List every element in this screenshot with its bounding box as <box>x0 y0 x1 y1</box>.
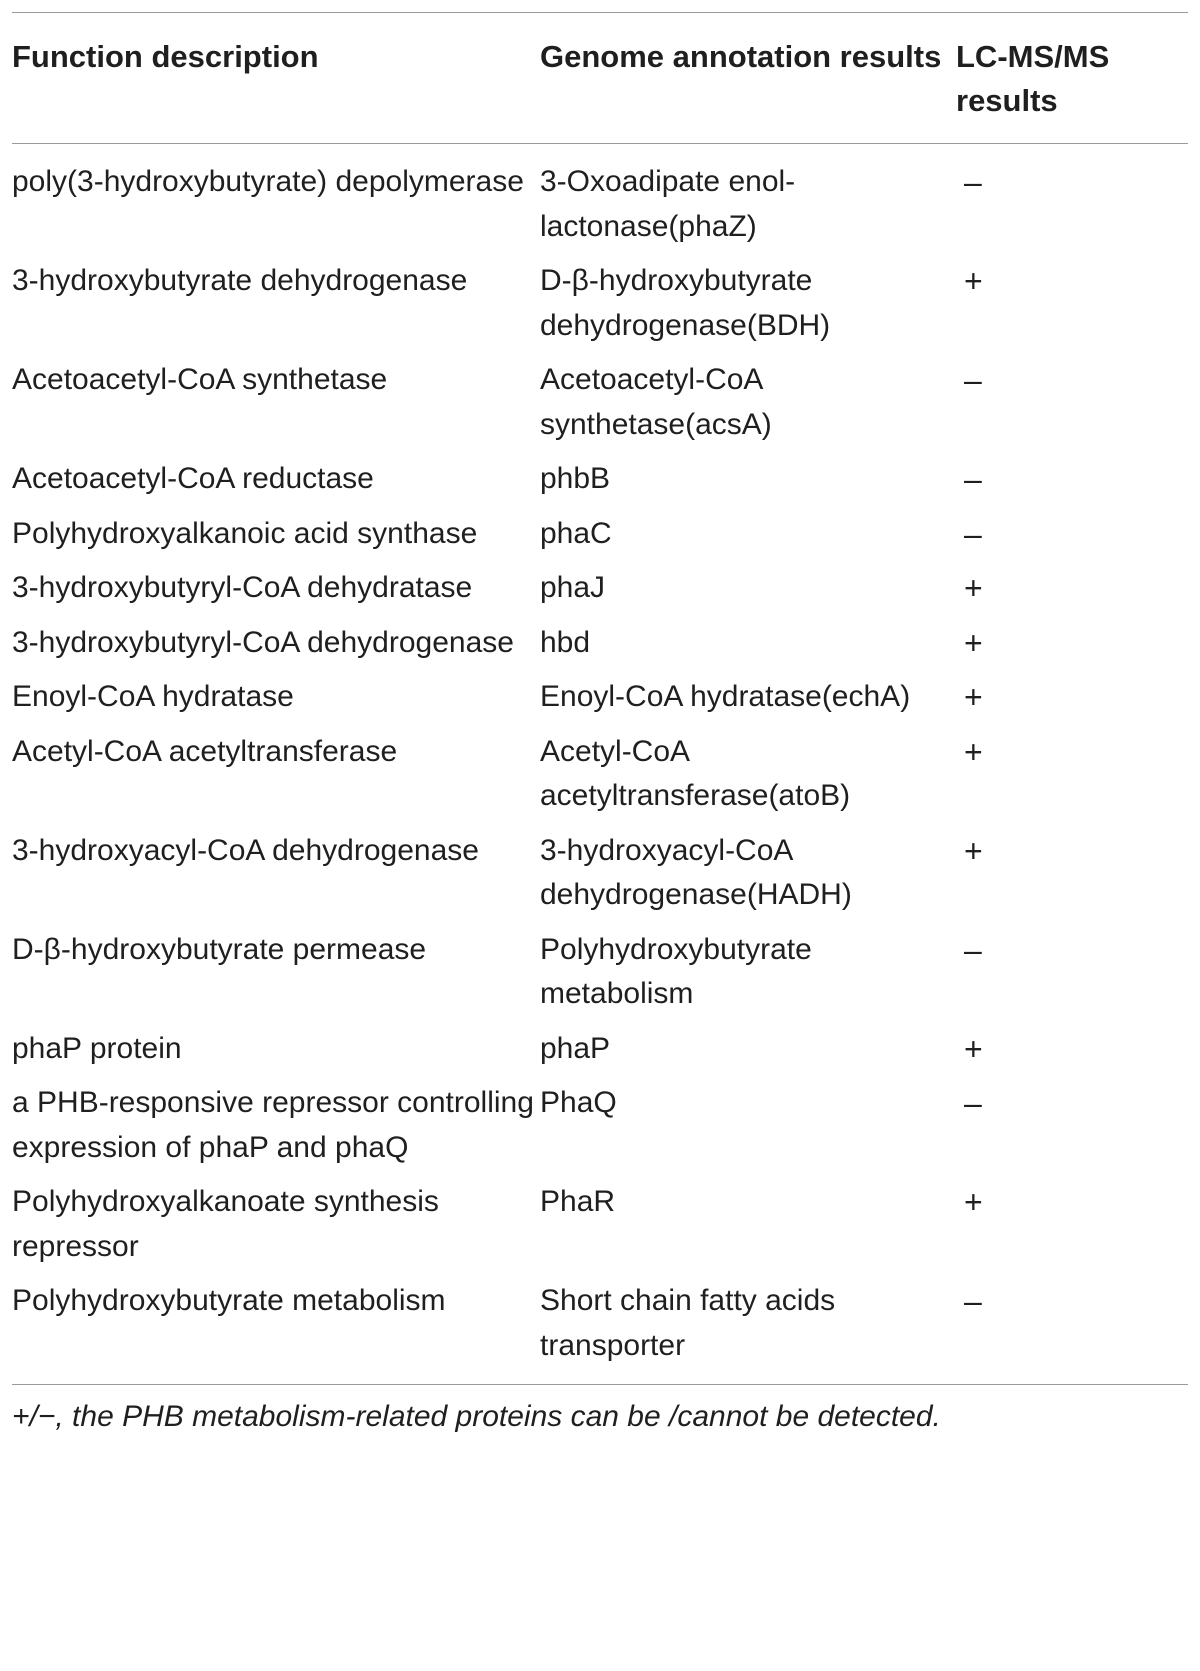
header-row <box>12 13 1188 144</box>
cell-function: Enoyl-CoA hydratase <box>12 680 294 713</box>
cell-lcms: + <box>964 733 983 770</box>
cell-function: 3-hydroxyacyl-CoA dehydrogenase <box>12 833 479 867</box>
cell-lcms: – <box>964 515 982 552</box>
cell-genome: phaC <box>540 516 612 550</box>
cell-function: poly(3-hydroxybutyrate) depolymerase <box>12 165 524 198</box>
cell-lcms: + <box>964 263 983 299</box>
cell-lcms: + <box>964 570 983 606</box>
table-row <box>12 730 1188 829</box>
cell-function: Polyhydroxybutyrate metabolism <box>12 1284 446 1317</box>
cell-lcms: + <box>964 1030 983 1067</box>
cell-genome: Acetoacetyl-CoA synthetase(acsA) <box>540 363 772 441</box>
table-row <box>12 675 1188 730</box>
cell-genome: PhaR <box>540 1185 616 1218</box>
table-body <box>12 144 1188 1385</box>
cell-function: Acetoacetyl-CoA reductase <box>12 462 374 495</box>
table-row <box>12 259 1188 358</box>
cell-function: Polyhydroxyalkanoate synthesis repressor <box>12 1185 439 1263</box>
cell-function: Polyhydroxyalkanoic acid synthase <box>12 516 478 550</box>
cell-genome: D-β-hydroxybutyrate dehydrogenase(BDH) <box>540 264 831 342</box>
table-row <box>12 512 1188 567</box>
table-row <box>12 566 1188 621</box>
header-genome: Genome annotation results <box>540 39 942 74</box>
table-row <box>12 1027 1188 1082</box>
cell-lcms: + <box>964 624 983 661</box>
cell-genome: hbd <box>540 625 591 659</box>
cell-genome: Enoyl-CoA hydratase(echA) <box>540 680 911 713</box>
cell-function: 3-hydroxybutyryl-CoA dehydratase <box>12 571 473 604</box>
table-row <box>12 457 1188 512</box>
cell-genome: phaJ <box>540 571 606 604</box>
cell-function: Acetyl-CoA acetyltransferase <box>12 734 398 768</box>
table-row <box>12 358 1188 457</box>
cell-lcms: – <box>964 461 982 497</box>
cell-genome: PhaQ <box>540 1086 617 1119</box>
cell-function: 3-hydroxybutyryl-CoA dehydrogenase <box>12 625 514 659</box>
table-container <box>12 12 1188 1439</box>
cell-genome: phaP <box>540 1031 611 1065</box>
table-row <box>12 621 1188 676</box>
cell-lcms: + <box>964 679 983 715</box>
cell-genome: 3-Oxoadipate enol-lactonase(phaZ) <box>540 165 796 243</box>
protein-table <box>12 12 1188 1385</box>
cell-lcms: + <box>964 832 983 869</box>
cell-lcms: – <box>964 1283 982 1319</box>
table-row <box>12 1081 1188 1180</box>
cell-genome: Acetyl-CoA acetyltransferase(atoB) <box>540 734 851 812</box>
cell-function: a PHB-responsive repressor controlling expression of phaP and phaQ <box>12 1086 534 1164</box>
cell-genome: phbB <box>540 462 611 495</box>
header-lcms: LC-MS/MS results <box>956 39 1110 118</box>
cell-lcms: – <box>964 1085 982 1121</box>
cell-function: Acetoacetyl-CoA synthetase <box>12 363 388 396</box>
table-row <box>12 829 1188 928</box>
cell-function: D-β-hydroxybutyrate permease <box>12 932 427 966</box>
table-footnote: +/−, the PHB metabolism-related proteins can be /cannot be detected. <box>12 1400 941 1433</box>
cell-genome: Short chain fatty acids transporter <box>540 1284 836 1362</box>
cell-function: phaP protein <box>12 1031 182 1065</box>
cell-lcms: + <box>964 1184 983 1220</box>
table-header <box>12 13 1188 144</box>
table-row <box>12 144 1188 260</box>
cell-function: 3-hydroxybutyrate dehydrogenase <box>12 264 468 297</box>
cell-lcms: – <box>964 931 982 968</box>
cell-genome: Polyhydroxybutyrate metabolism <box>540 932 812 1010</box>
cell-lcms: – <box>964 362 982 398</box>
cell-genome: 3-hydroxyacyl-CoA dehydrogenase(HADH) <box>540 833 852 911</box>
table-row <box>12 1279 1188 1385</box>
header-function: Function description <box>12 39 319 74</box>
cell-lcms: – <box>964 164 982 200</box>
table-row <box>12 928 1188 1027</box>
table-row <box>12 1180 1188 1279</box>
